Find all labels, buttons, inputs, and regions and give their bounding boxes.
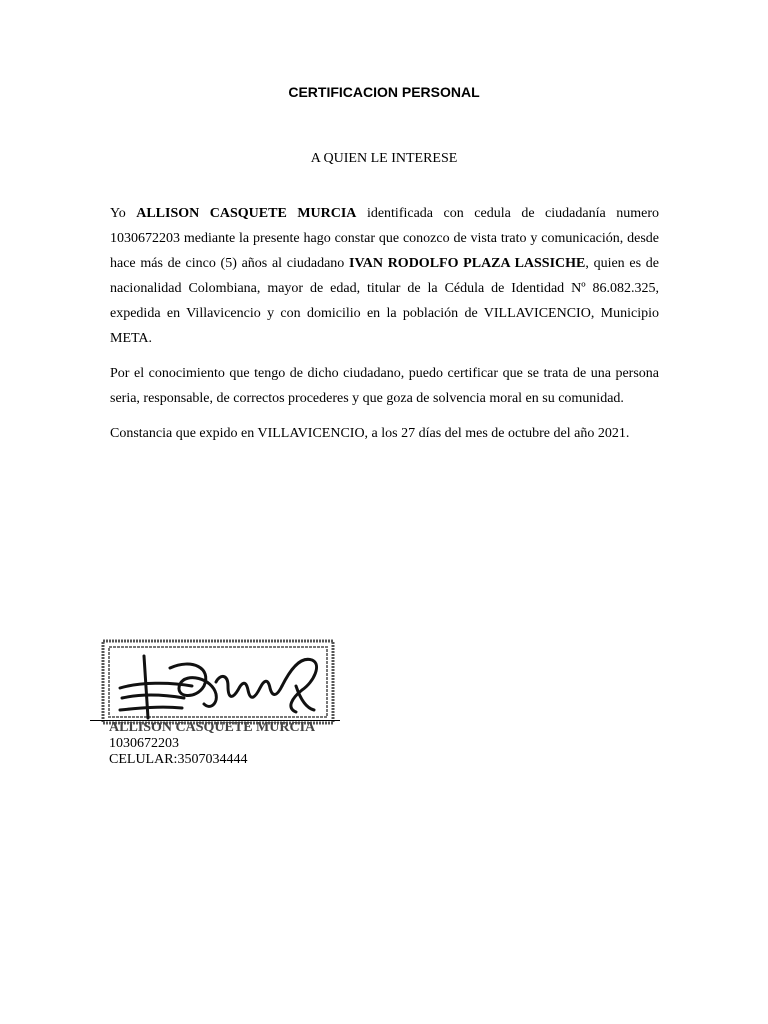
paragraph-1 (110, 201, 659, 351)
paragraph-1-text-a: identificada con cedula de ciudadanía numero 1030672203 mediante la presente hago constar que conozco de vista trato y comunicación, desde hace más de cinco (5) años al ciudadano (110, 206, 659, 271)
paragraph-1-text-b: , quien es de nacionalidad Colombiana, mayor de edad, titular de la Cédula de Identidad Nº 86.082.325, expedida en Villavicencio y con domicilio en la población de VILLAVICENCIO, Municipio META. (110, 256, 659, 346)
signature-block (90, 638, 350, 733)
paragraph-2: Por el conocimiento que tengo de dicho ciudadano, puedo certificar que se trata de una persona seria, responsable, de correctos procederes y que goza de solvencia moral en su comunidad. (110, 366, 659, 406)
signer-info (109, 720, 315, 768)
signer-name-inline: ALLISON CASQUETE MURCIA (136, 206, 357, 221)
signer-id-number: 1030672203 (109, 736, 179, 751)
paragraph-1-intro: Yo (110, 206, 137, 221)
signer-phone: CELULAR:3507034444 (109, 752, 248, 767)
document-title: CERTIFICACION PERSONAL (288, 84, 480, 100)
salutation: A QUIEN LE INTERESE (310, 151, 458, 166)
paragraph-3: Constancia que expido en VILLAVICENCIO, a los 27 días del mes de octubre del año 2021. (110, 426, 630, 441)
signer-name: ALLISON CASQUETE MURCIA (109, 720, 316, 735)
subject-name-inline: IVAN RODOLFO PLAZA LASSICHE (349, 256, 586, 271)
signature-image (100, 638, 336, 726)
document-body (110, 201, 659, 456)
